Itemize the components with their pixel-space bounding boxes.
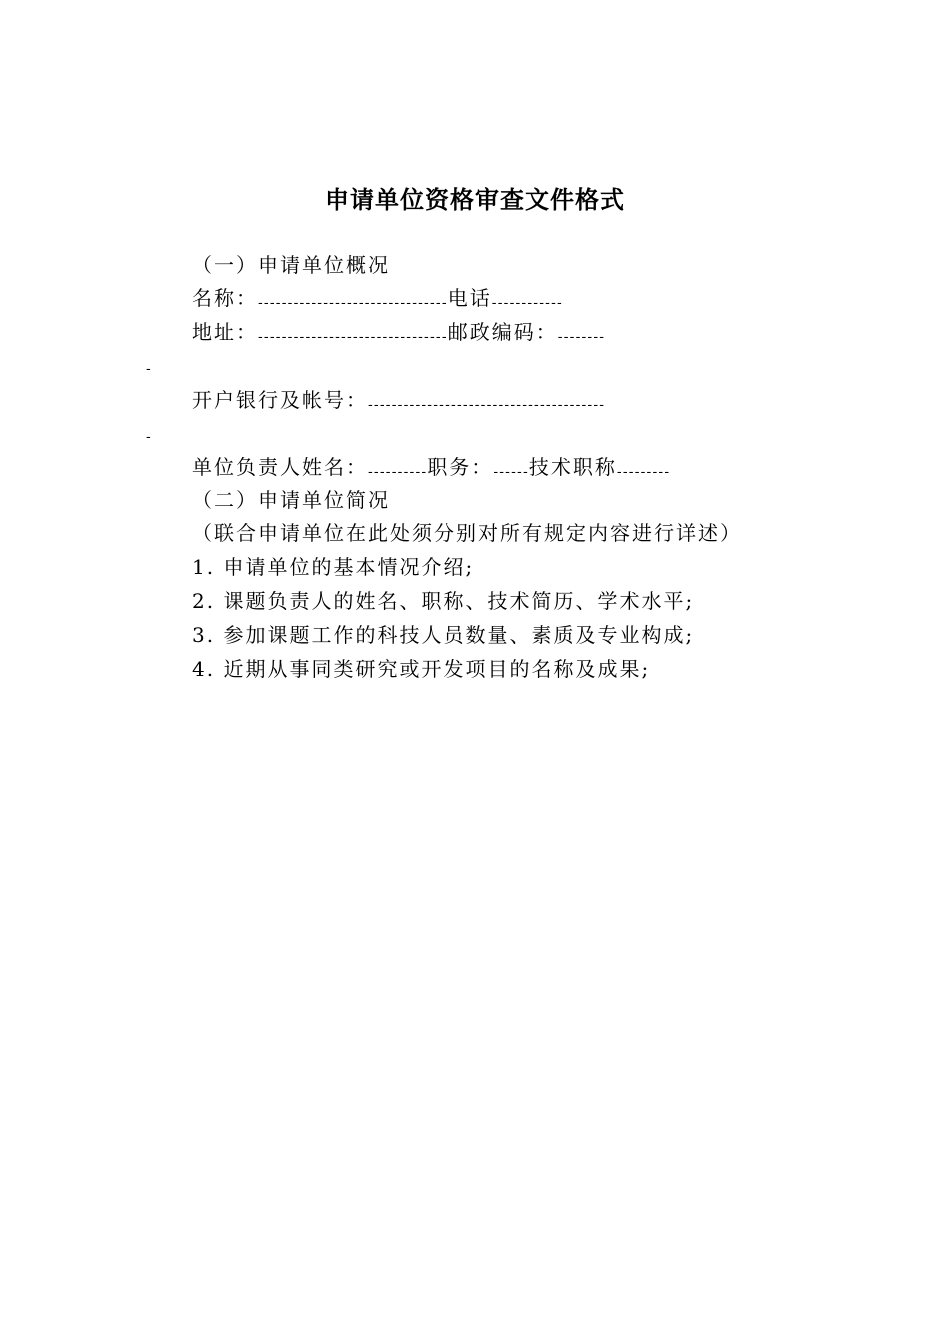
duty-label: 职务： [427, 455, 494, 479]
list-item: 3. 参加课题工作的科技人员数量、素质及专业构成; [192, 623, 695, 647]
postcode-label: 邮政编码： [447, 320, 558, 344]
bank-label: 开户银行及帐号： [192, 388, 368, 412]
head-name-blank: ---------- [368, 464, 428, 480]
address-label: 地址： [192, 320, 258, 344]
list-item: 1. 申请单位的基本情况介绍; [192, 555, 475, 579]
phone-blank: ------------ [491, 295, 563, 311]
postcode-blank-wrap: - [146, 361, 151, 377]
address-postcode-row [192, 317, 605, 352]
section2-heading: （二）申请单位简况 [192, 488, 390, 512]
tech-title-label: 技术职称 [528, 455, 617, 479]
name-blank: -------------------------------- [258, 295, 448, 311]
bank-account-row [192, 385, 605, 420]
name-label: 名称： [192, 286, 258, 310]
section2-note: （联合申请单位在此处须分别对所有规定内容进行详述） [192, 521, 742, 545]
bank-blank: ---------------------------------------- [368, 397, 606, 413]
phone-label: 电话 [447, 286, 492, 310]
bank-blank-wrap: - [146, 429, 151, 445]
head-duty-row [192, 452, 670, 487]
section1-heading: （一）申请单位概况 [192, 253, 390, 277]
list-item: 4. 近期从事同类研究或开发项目的名称及成果; [192, 657, 651, 681]
postcode-blank: -------- [557, 329, 606, 345]
duty-blank: ------ [493, 464, 529, 480]
document-title: 申请单位资格审查文件格式 [325, 186, 625, 214]
list-item: 2. 课题负责人的姓名、职称、技术简历、学术水平; [192, 589, 695, 613]
tech-title-blank: --------- [616, 464, 671, 480]
name-phone-row [192, 283, 563, 318]
head-name-label: 单位负责人姓名： [192, 455, 368, 479]
address-blank: -------------------------------- [258, 329, 448, 345]
